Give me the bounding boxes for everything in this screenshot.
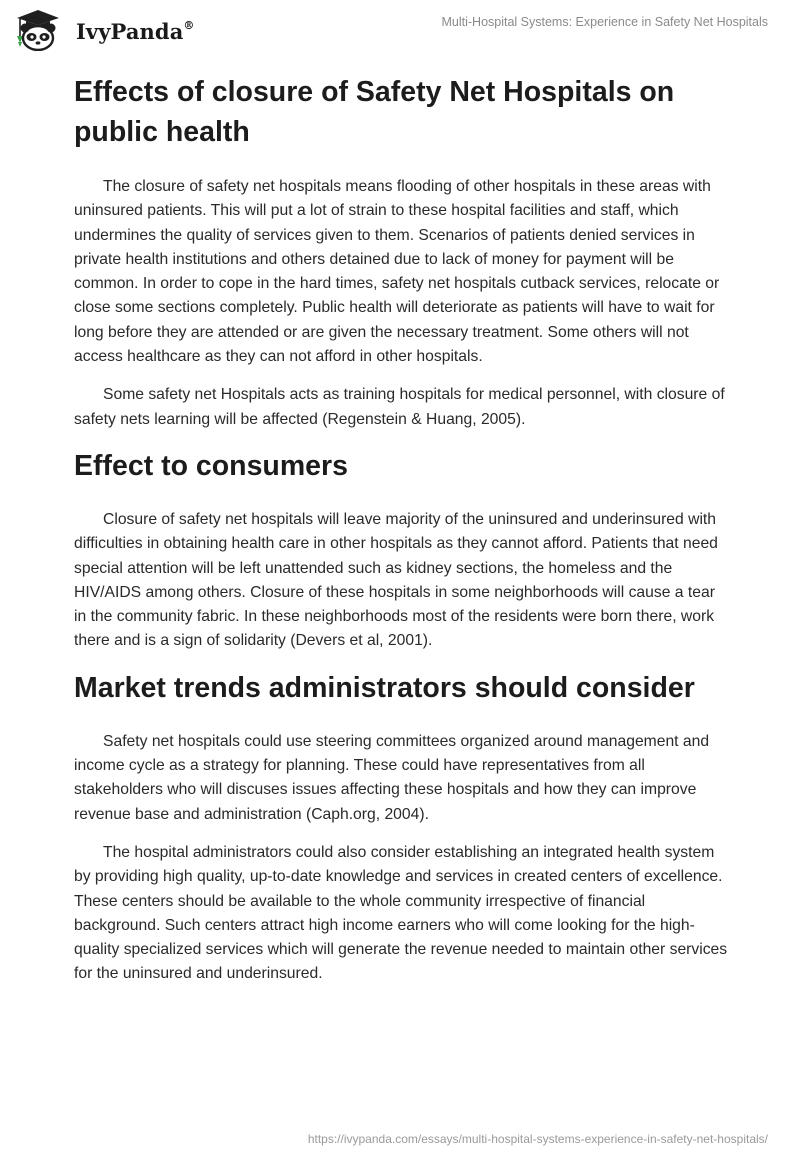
section-heading-public-health: Effects of closure of Safety Net Hospitals on public health xyxy=(74,76,675,148)
article-body xyxy=(74,72,728,1001)
page-header xyxy=(0,0,800,60)
paragraph: Safety net hospitals could use steering committees organized around management and income cycle as a strategy for planning. These could have representatives from all stakeholders who will discuses issues affecting these hospitals and how they can improve revenue base and administration (Caph.org, 2004). xyxy=(74,732,710,823)
panda-graduate-icon[interactable] xyxy=(14,9,62,51)
brand-name[interactable]: IvyPanda® xyxy=(76,19,195,44)
paragraph: Closure of safety net hospitals will leave majority of the uninsured and underinsured with difficulties in obtaining health care in other hospitals as they cannot afford. Patients that need special attention will be left unattended such as kidney sections, the homeless and the HIV/AIDS among others. Closure of these hospitals in some neighborhoods will cause a tear in the community fabric. In these neighborhoods most of the residents were born there, work there and is a sign of solidarity (Devers et al, 2001). xyxy=(74,510,718,650)
section-heading-consumers: Effect to consumers xyxy=(74,449,348,482)
paragraph: Some safety net Hospitals acts as training hospitals for medical personnel, with closure of safety nets learning will be affected (Regenstein & Huang, 2005). xyxy=(74,386,725,428)
document-title: Multi-Hospital Systems: Experience in Safety Net Hospitals xyxy=(441,15,768,29)
paragraph: The closure of safety net hospitals means flooding of other hospitals in these areas with uninsured patients. This will put a lot of strain to these hospital facilities and staff, which undermines the quality of services given to them. Scenarios of patients denied services in private health institutions and others detained due to lack of money for payment will be common. In order to cope in the hard times, safety net hospitals cutback services, relocate or close some sections completely. Public health will deteriorate as patients will have to wait for long before they are attended or are given the necessary treatment. Some others will not access healthcare as they can not afford in other hospitals. xyxy=(74,178,720,366)
paragraph: The hospital administrators could also consider establishing an integrated health system by providing high quality, up-to-date knowledge and services in created centers of excellence. These centers should be available to the whole community irrespective of financial background. Such centers attract high income earners who will come looking for the high-quality specialized services which will generate the revenue needed to maintain other services for the uninsured and underinsured. xyxy=(74,843,728,983)
source-url[interactable]: https://ivypanda.com/essays/multi-hospital-systems-experience-in-safety-net-hospitals/ xyxy=(307,1132,768,1146)
section-heading-market-trends: Market trends administrators should consider xyxy=(74,671,695,704)
